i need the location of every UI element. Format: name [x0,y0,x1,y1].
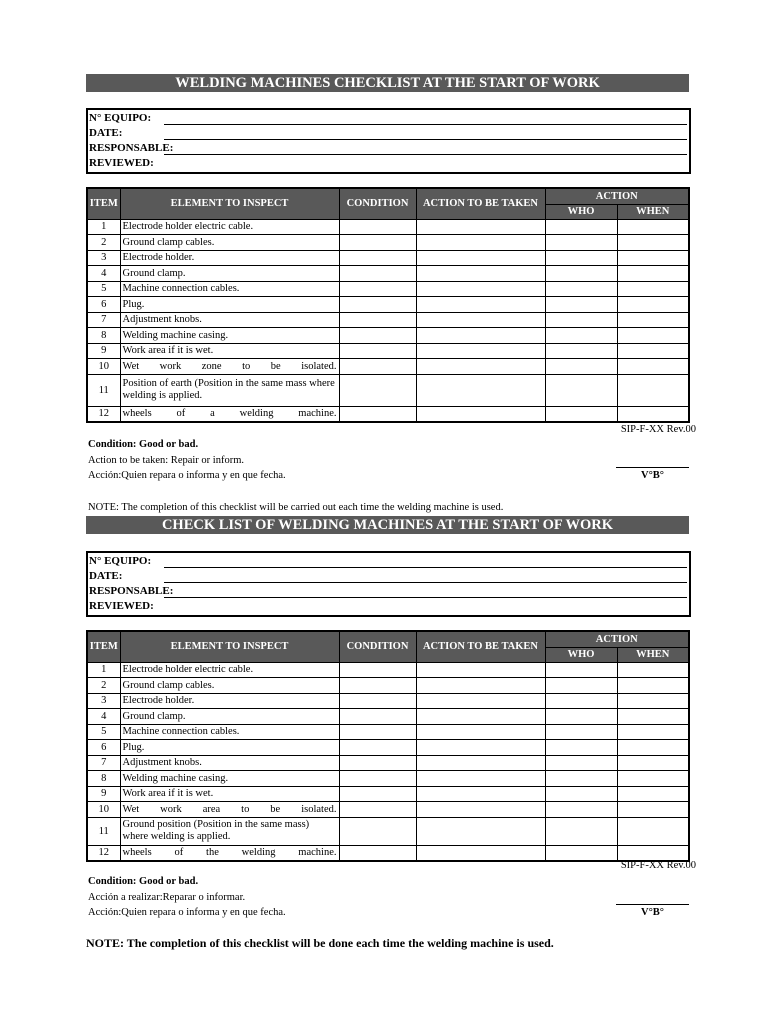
action-cell[interactable] [416,328,545,344]
condition-cell[interactable] [339,845,416,861]
checklist-1-table [86,187,690,423]
item-element: wheels of a welding machine. [120,406,339,422]
when-cell[interactable] [617,406,689,422]
item-number: 4 [87,709,120,725]
checklist-1-title: WELDING MACHINES CHECKLIST AT THE START OF WORK [86,74,689,92]
action-cell[interactable] [416,297,545,313]
header-when: WHEN [617,647,689,662]
action-cell[interactable] [416,374,545,406]
table-row [87,817,689,845]
when-cell[interactable] [617,693,689,709]
item-number: 2 [87,678,120,694]
checklist-2-table [86,630,690,862]
legend-condition: Condition: Good or bad. [88,439,199,450]
item-number: 4 [87,266,120,282]
equipo-label: N° EQUIPO: [89,555,152,567]
item-number: 7 [87,312,120,328]
item-number: 5 [87,281,120,297]
item-element: Welding machine casing. [120,328,339,344]
item-number: 5 [87,724,120,740]
date-label: DATE: [89,570,123,582]
when-cell[interactable] [617,312,689,328]
who-cell[interactable] [545,709,617,725]
action-cell[interactable] [416,359,545,375]
responsable-line [164,597,687,598]
item-number: 12 [87,406,120,422]
table-row [87,406,689,422]
item-number: 10 [87,802,120,818]
item-number: 6 [87,297,120,313]
header-action-taken: ACTION TO BE TAKEN [416,188,545,219]
header-item: ITEM [87,188,120,219]
action-cell[interactable] [416,266,545,282]
item-element: Position of earth (Position in the same mass where welding is applied. [120,374,339,406]
item-element: Ground position (Position in the same mass) where welding is applied. [120,817,339,845]
note-text: NOTE: The completion of this checklist will be done each time the welding machine is used. [86,936,554,950]
action-cell[interactable] [416,250,545,266]
table-row [87,724,689,740]
item-element: Electrode holder. [120,693,339,709]
when-cell[interactable] [617,740,689,756]
responsable-label: RESPONSABLE: [89,585,174,597]
condition-cell[interactable] [339,786,416,802]
action-cell[interactable] [416,802,545,818]
header-element: ELEMENT TO INSPECT [120,188,339,219]
who-cell[interactable] [545,235,617,251]
item-number: 2 [87,235,120,251]
who-cell[interactable] [545,678,617,694]
item-element: Plug. [120,297,339,313]
who-cell[interactable] [545,250,617,266]
table-row [87,297,689,313]
condition-cell[interactable] [339,235,416,251]
who-cell[interactable] [545,662,617,678]
item-element: wheels of the welding machine. [120,845,339,861]
item-number: 1 [87,219,120,235]
item-number: 3 [87,250,120,266]
item-element: Welding machine casing. [120,771,339,787]
header-who: WHO [545,204,617,219]
condition-cell[interactable] [339,662,416,678]
vobo-label: V°B° [641,907,664,918]
table-row [87,328,689,344]
header-element: ELEMENT TO INSPECT [120,631,339,662]
item-element: Wet work zone to be isolated. [120,359,339,375]
item-number: 1 [87,662,120,678]
when-cell[interactable] [617,359,689,375]
table-row [87,845,689,861]
header-action: ACTION [545,631,689,647]
condition-cell[interactable] [339,374,416,406]
responsable-line [164,154,687,155]
who-cell[interactable] [545,771,617,787]
when-cell[interactable] [617,678,689,694]
table-row [87,266,689,282]
item-number: 12 [87,845,120,861]
item-element: Ground clamp cables. [120,678,339,694]
item-number: 9 [87,343,120,359]
who-cell[interactable] [545,802,617,818]
when-cell[interactable] [617,662,689,678]
who-cell[interactable] [545,693,617,709]
condition-cell[interactable] [339,693,416,709]
who-cell[interactable] [545,406,617,422]
header-action-taken: ACTION TO BE TAKEN [416,631,545,662]
header-item: ITEM [87,631,120,662]
condition-cell[interactable] [339,771,416,787]
equipo-line [164,124,687,125]
action-cell[interactable] [416,235,545,251]
form-code: SIP-F-XX Rev.00 [620,860,696,871]
action-cell[interactable] [416,786,545,802]
action-cell[interactable] [416,406,545,422]
when-cell[interactable] [617,374,689,406]
table-row [87,709,689,725]
checklist-1-info-box [86,108,691,174]
legend-action: Action to be taken: Repair or inform. [88,455,244,466]
table-row [87,281,689,297]
item-element: Ground clamp. [120,266,339,282]
table-row [87,374,689,406]
reviewed-label: REVIEWED: [89,157,154,169]
table-row [87,312,689,328]
condition-cell[interactable] [339,802,416,818]
item-element: Work area if it is wet. [120,343,339,359]
action-cell[interactable] [416,281,545,297]
table-row [87,662,689,678]
date-label: DATE: [89,127,123,139]
table-row [87,250,689,266]
when-cell[interactable] [617,845,689,861]
note-text: NOTE: The completion of this checklist will be carried out each time the welding machine is used. [88,502,504,513]
item-number: 11 [87,817,120,845]
condition-cell[interactable] [339,219,416,235]
action-cell[interactable] [416,343,545,359]
item-number: 7 [87,755,120,771]
condition-cell[interactable] [339,328,416,344]
header-who: WHO [545,647,617,662]
who-cell[interactable] [545,374,617,406]
table-row [87,359,689,375]
when-cell[interactable] [617,771,689,787]
condition-cell[interactable] [339,250,416,266]
when-cell[interactable] [617,755,689,771]
legend-action: Acción a realizar:Reparar o informar. [88,892,246,903]
when-cell[interactable] [617,817,689,845]
table-row [87,235,689,251]
action-cell[interactable] [416,740,545,756]
legend-condition: Condition: Good or bad. [88,876,199,887]
date-line [164,139,687,140]
item-element: Plug. [120,740,339,756]
item-element: Ground clamp. [120,709,339,725]
when-cell[interactable] [617,250,689,266]
item-number: 9 [87,786,120,802]
responsable-label: RESPONSABLE: [89,142,174,154]
signature-line [616,904,689,905]
item-number: 10 [87,359,120,375]
item-number: 6 [87,740,120,756]
table-row [87,343,689,359]
item-element: Adjustment knobs. [120,312,339,328]
when-cell[interactable] [617,235,689,251]
action-cell[interactable] [416,771,545,787]
table-row [87,786,689,802]
action-cell[interactable] [416,845,545,861]
action-cell[interactable] [416,709,545,725]
date-line [164,582,687,583]
who-cell[interactable] [545,845,617,861]
when-cell[interactable] [617,724,689,740]
condition-cell[interactable] [339,678,416,694]
who-cell[interactable] [545,817,617,845]
when-cell[interactable] [617,219,689,235]
when-cell[interactable] [617,266,689,282]
item-element: Work area if it is wet. [120,786,339,802]
item-element: Machine connection cables. [120,281,339,297]
condition-cell[interactable] [339,281,416,297]
action-cell[interactable] [416,678,545,694]
condition-cell[interactable] [339,297,416,313]
when-cell[interactable] [617,297,689,313]
who-cell[interactable] [545,359,617,375]
condition-cell[interactable] [339,709,416,725]
who-cell[interactable] [545,281,617,297]
reviewed-label: REVIEWED: [89,600,154,612]
vobo-label: V°B° [641,470,664,481]
table-row [87,219,689,235]
when-cell[interactable] [617,343,689,359]
legend-accion: Acción:Quien repara o informa y en que fecha. [88,907,286,918]
table-row [87,771,689,787]
condition-cell[interactable] [339,359,416,375]
condition-cell[interactable] [339,312,416,328]
item-element: Adjustment knobs. [120,755,339,771]
when-cell[interactable] [617,802,689,818]
who-cell[interactable] [545,297,617,313]
condition-cell[interactable] [339,755,416,771]
item-element: Electrode holder. [120,250,339,266]
when-cell[interactable] [617,281,689,297]
who-cell[interactable] [545,740,617,756]
item-element: Electrode holder electric cable. [120,219,339,235]
who-cell[interactable] [545,343,617,359]
action-cell[interactable] [416,219,545,235]
action-cell[interactable] [416,755,545,771]
who-cell[interactable] [545,786,617,802]
item-number: 11 [87,374,120,406]
action-cell[interactable] [416,817,545,845]
header-condition: CONDITION [339,188,416,219]
condition-cell[interactable] [339,406,416,422]
item-element: Electrode holder electric cable. [120,662,339,678]
condition-cell[interactable] [339,724,416,740]
condition-cell[interactable] [339,266,416,282]
equipo-label: N° EQUIPO: [89,112,152,124]
table-row [87,740,689,756]
action-cell[interactable] [416,724,545,740]
item-element: Wet work area to be isolated. [120,802,339,818]
checklist-2-info-box [86,551,691,617]
legend-accion: Acción:Quien repara o informa y en que fecha. [88,470,286,481]
who-cell[interactable] [545,724,617,740]
condition-cell[interactable] [339,343,416,359]
who-cell[interactable] [545,219,617,235]
header-when: WHEN [617,204,689,219]
who-cell[interactable] [545,312,617,328]
table-row [87,693,689,709]
item-number: 8 [87,771,120,787]
when-cell[interactable] [617,786,689,802]
when-cell[interactable] [617,328,689,344]
when-cell[interactable] [617,709,689,725]
item-element: Machine connection cables. [120,724,339,740]
form-code: SIP-F-XX Rev.00 [620,424,696,435]
who-cell[interactable] [545,328,617,344]
checklist-2-title: CHECK LIST OF WELDING MACHINES AT THE START OF WORK [86,516,689,534]
signature-line [616,467,689,468]
header-action: ACTION [545,188,689,204]
condition-cell[interactable] [339,740,416,756]
condition-cell[interactable] [339,817,416,845]
equipo-line [164,567,687,568]
who-cell[interactable] [545,266,617,282]
item-element: Ground clamp cables. [120,235,339,251]
who-cell[interactable] [545,755,617,771]
table-row [87,755,689,771]
table-row [87,678,689,694]
table-row [87,802,689,818]
item-number: 3 [87,693,120,709]
action-cell[interactable] [416,662,545,678]
action-cell[interactable] [416,312,545,328]
item-number: 8 [87,328,120,344]
header-condition: CONDITION [339,631,416,662]
action-cell[interactable] [416,693,545,709]
